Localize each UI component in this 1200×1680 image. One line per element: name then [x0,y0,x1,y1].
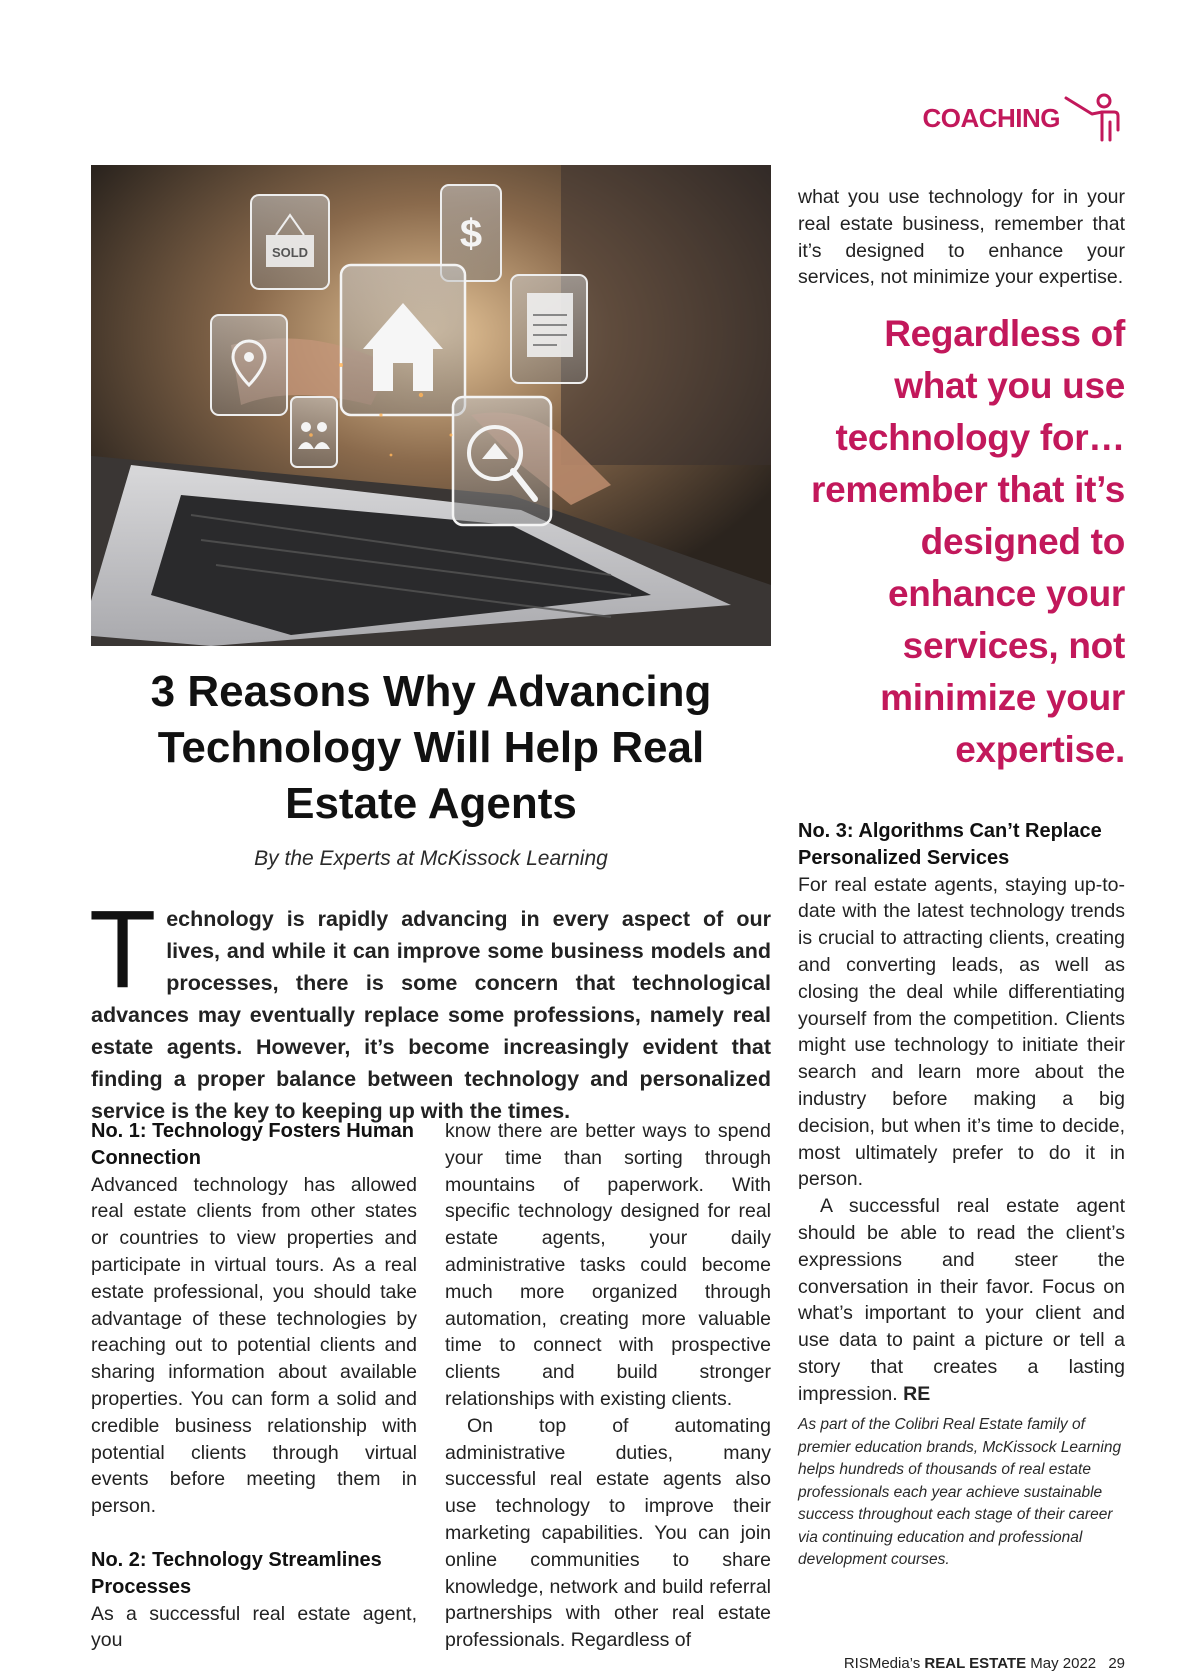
folio-page-number: 29 [1108,1655,1125,1672]
people-icon [291,397,337,467]
section-3-paragraph-1: For real estate agents, staying up-to-date with the latest technology trends is crucial to attracting clients, creating and converting leads, as well as closing the deal while differentiating yourself from the competition. Clients might use technology to initiate their search and learn more about the industry before making a big decision, but when it’s time to decide, most ultimately prefer to do it in person. [798,873,1125,1191]
article-byline: By the Experts at McKissock Learning [254,847,608,870]
section-2-body-continued: know there are better ways to spend your time than sorting through mountains of paperwork. With specific technology designed for real estate agents, your daily administrative tasks could become much more organized through automation, creating more valuable time to connect with prospective clients and build stronger relationships with existing clients. [445,1120,771,1410]
folio-publication: RISMedia’s [843,1655,921,1672]
sold-sign-icon [251,195,329,289]
section-1-body: Advanced technology has allowed real estate clients from other states or countries to view properties and participate in virtual tours. As a real estate professional, you should take advantage of these technologies by reaching out to potential clients and sharing information about available properties. You can form a solid and credible business relationship with potential clients through virtual events before meeting them in person. [91,1173,417,1518]
author-bio: As part of the Colibri Real Estate family of premier education brands, McKissock Learning helps hundreds of thousands of real estate professionals each year achieve sustainable success throughout each stage of their career via continuing education and professional development courses. [798,1416,1122,1568]
folio-magazine: REAL ESTATE [924,1655,1027,1672]
article-headline: 3 Reasons Why Advancing Technology Will Help Real Estate Agents [150,667,712,828]
lead-paragraph [89,888,771,1127]
hero-photo [91,165,771,646]
pull-quote: Regardless of what you use technology for… remember that it’s designed to enhance your services, not minimize your expertise. [811,313,1125,770]
page-folio [844,1655,1125,1672]
location-pin-icon [211,315,287,415]
section-2-paragraph-2: On top of automating administrative duties, many successful real estate agents also use technology to improve their marketing capabilities. You can join online communities to share knowledge, network and build referral partnerships with other real estate professionals. Regardless of [445,1414,771,1652]
section-1-heading: No. 1: Technology Fosters Human Connection [91,1120,414,1169]
section-3-paragraph-2 [798,1193,1125,1407]
section-3-heading: No. 3: Algorithms Can’t Replace Personalized Services [798,820,1102,869]
lead-paragraph-text: echnology is rapidly advancing in every aspect of our lives, and while it can improve some business models and processes, there is some concern that technological advances may eventually replace some professions, namely real estate agents. However, it’s become increasingly evident that finding a proper balance between technology and personalized service is the key to keeping up with the times. [91,907,771,1123]
column-3 [798,818,1125,1408]
section-2-heading: No. 2: Technology Streamlines Processes [91,1548,382,1598]
folio-issue: May 2022 [1030,1655,1097,1672]
svg-text:SOLD: SOLD [271,245,309,260]
house-icon [341,265,465,415]
column-2 [445,1118,771,1654]
column-1 [91,1118,417,1654]
document-icon [511,275,587,383]
drop-cap: T [89,888,157,1011]
section-2-paragraph-2-continued: what you use technology for in your real estate business, remember that it’s designed to enhance your services, not minimize your expertise. [798,186,1125,289]
section-label: COACHING [922,102,1060,133]
house-search-icon [453,397,551,525]
coach-pointing-icon [1062,92,1124,144]
end-mark: RE [903,1382,931,1405]
section-2-body-start: As a successful real estate agent, you [91,1602,417,1652]
section-3-paragraph-2-text: A successful real estate agent should be able to read the client’s expressions and steer the conversation in their favor. Focus on what’s important to your client and use data to paint a picture or tell a story that creates a lasting impression. [798,1195,1125,1405]
svg-text:$: $ [459,212,483,256]
laptop-with-real-estate-icons-illustration [91,165,771,646]
section-header [922,92,1124,144]
column-3-continuation [798,184,1125,291]
